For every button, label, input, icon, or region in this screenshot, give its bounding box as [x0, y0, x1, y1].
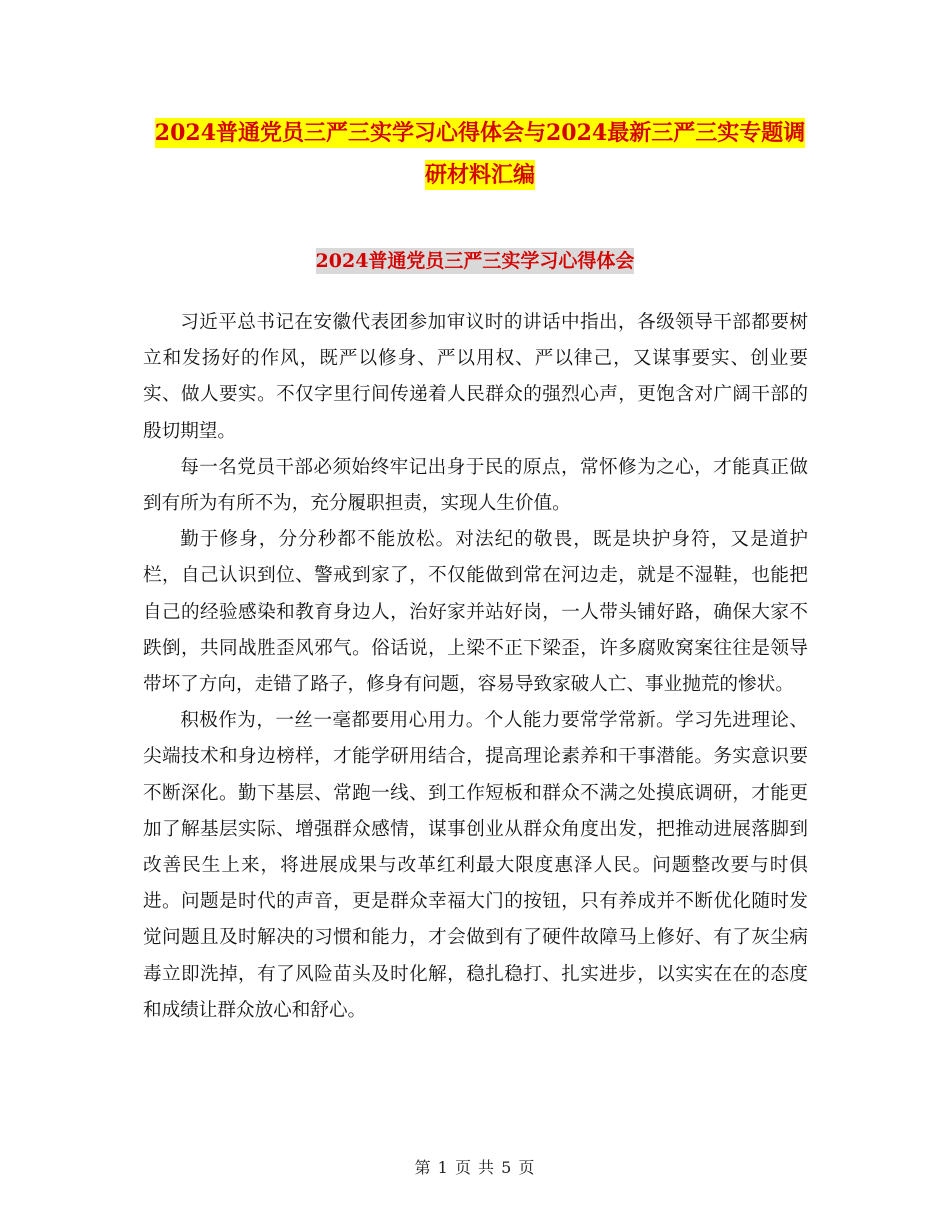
page-number-footer: 第 1 页 共 5 页: [414, 1158, 536, 1177]
paragraph: 习近平总书记在安徽代表团参加审议时的讲话中指出，各级领导干部都要树立和发扬好的作风，既严以修身、严以用权、严以律己，又谋事要实、创业要实、做人要实。不仅字里行间传递着人民群众的强烈心声，更饱含对广阔干部的殷切期望。: [143, 312, 808, 442]
section-title-text: 2024普通党员三严三实学习心得体会: [315, 250, 635, 272]
section-title: [150, 246, 800, 276]
document-body: [143, 305, 808, 1029]
document-title-text: 2024普通党员三严三实学习心得体会与2024最新三严三实专题调研材料汇编: [154, 120, 806, 188]
paragraph: 勤于修身，分分秒都不能放松。对法纪的敬畏，既是块护身符，又是道护栏，自己认识到位、警戒到家了，不仅能做到常在河边走，就是不湿鞋，也能把自己的经验感染和教育身边人，治好家并站好岗，一人带头铺好路，确保大家不跌倒，共同战胜歪风邪气。俗话说，上梁不正下梁歪，许多腐败窝案往往是领导带坏了方向，走错了路子，修身有问题，容易导致家破人亡、事业抛荒的惨状。: [143, 529, 808, 696]
paragraph: 积极作为，一丝一毫都要用心用力。个人能力要常学常新。学习先进理论、尖端技术和身边榜样，才能学研用结合，提高理论素养和干事潜能。务实意识要不断深化。勤下基层、常跑一线、到工作短板和群众不满之处摸底调研，才能更加了解基层实际、增强群众感情，谋事创业从群众角度出发，把推动进展落脚到改善民生上来，将进展成果与改革红利最大限度惠泽人民。问题整改要与时俱进。问题是时代的声音，更是群众幸福大门的按钮，只有养成并不断优化随时发觉问题且及时解决的习惯和能力，才会做到有了硬件故障马上修好、有了灰尘病毒立即洗掉，有了风险苗头及时化解，稳扎稳打、扎实进步，以实实在在的态度和成绩让群众放心和舒心。: [143, 710, 808, 1021]
document-title: [150, 112, 810, 196]
paragraph: 每一名党员干部必须始终牢记出身于民的原点，常怀修为之心，才能真正做到有所为有所不为，充分履职担责，实现人生价值。: [143, 456, 808, 515]
